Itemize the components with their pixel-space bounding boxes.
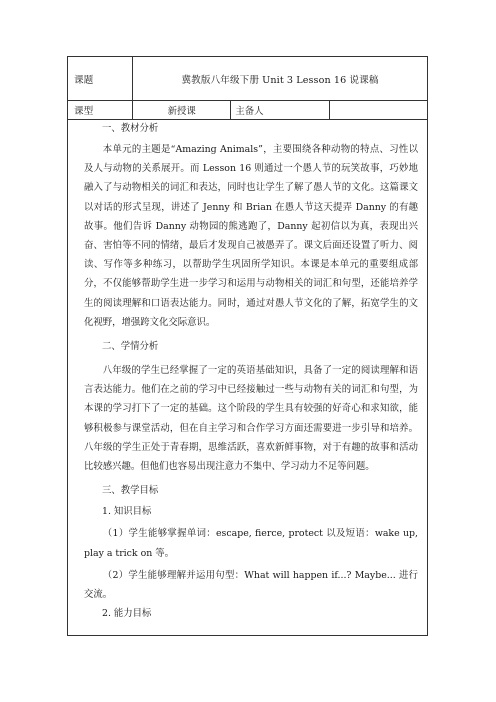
preparer-value	[329, 101, 427, 120]
materials-analysis-paragraph: 本单元的主题是“Amazing Animals”，主要围绕各种动物的特点、习性以及人与动物的关系展开。而 Lesson 16 则通过一个愚人节的玩笑故事，巧妙地融入了与动物相关的词汇和表达，同时也让学生了解了愚人节的文化。这篇课文以对话的形式呈现，讲述了 Jenny 和 Brian 在愚人节这天提弄 Danny 的有趣故事。他们告诉 Danny 动物园的熊逃跑了，Danny 起初信以为真，表现出兴奋、害怕等不同的情绪，最后才发现自己被愚弄了。课文后面还设置了听力、阅读、写作等多种练习，以帮助学生巩固所学知识。本课是本单元的重要组成部分，不仅能够帮助学生进一步学习和运用与动物相关的词汇和句型，还能培养学生的阅读理解和口语表达能力。同时，通过对愚人节文化的了解，拓宽学生的文化视野，增强跨文化交际意识。	[84, 144, 418, 328]
content-cell	[68, 120, 428, 636]
lesson-plan-table	[67, 56, 428, 636]
type-value: 新授课	[133, 101, 231, 120]
type-label: 课型	[68, 101, 133, 120]
knowledge-goal-item-2: （2）学生能够理解并运用句型：What will happen if...? Maybe... 进行交流。	[84, 569, 418, 601]
preparer-label: 主备人	[231, 101, 329, 120]
knowledge-goal-item-1: （1）学生能够掌握单词：escape, fierce, protect 以及短语：wake up, play a trick on 等。	[84, 528, 418, 559]
lesson-title: 冀教版八年级下册 Unit 3 Lesson 16 说课稿	[133, 57, 428, 101]
type-row	[68, 101, 428, 120]
section-heading-goals: 三、教学目标	[102, 485, 159, 497]
title-row	[68, 57, 428, 101]
content-row	[68, 120, 428, 636]
ability-goal-heading: 2. 能力目标	[102, 608, 152, 620]
section-heading-students: 二、学情分析	[102, 341, 159, 353]
student-analysis-paragraph: 八年级的学生已经掌握了一定的英语基础知识，具备了一定的阅读理解和语言表达能力。他们在之前的学习中已经接触过一些与动物有关的词汇和句型，为本课的学习打下了一定的基础。这个阶段的学生具有较强的好奇心和求知欲，能够积极参与课堂活动，但在自主学习和合作学习方面还需要进一步引导和培养。八年级的学生正处于青春期，思维活跃，喜欢新鲜事物，对于有趣的故事和活动比较感兴趣。但他们也容易出现注意力不集中、学习动力不足等问题。	[84, 365, 418, 473]
title-label: 课题	[68, 57, 133, 101]
section-heading-materials: 一、教材分析	[102, 123, 159, 134]
knowledge-goal-heading: 1. 知识目标	[102, 506, 152, 518]
